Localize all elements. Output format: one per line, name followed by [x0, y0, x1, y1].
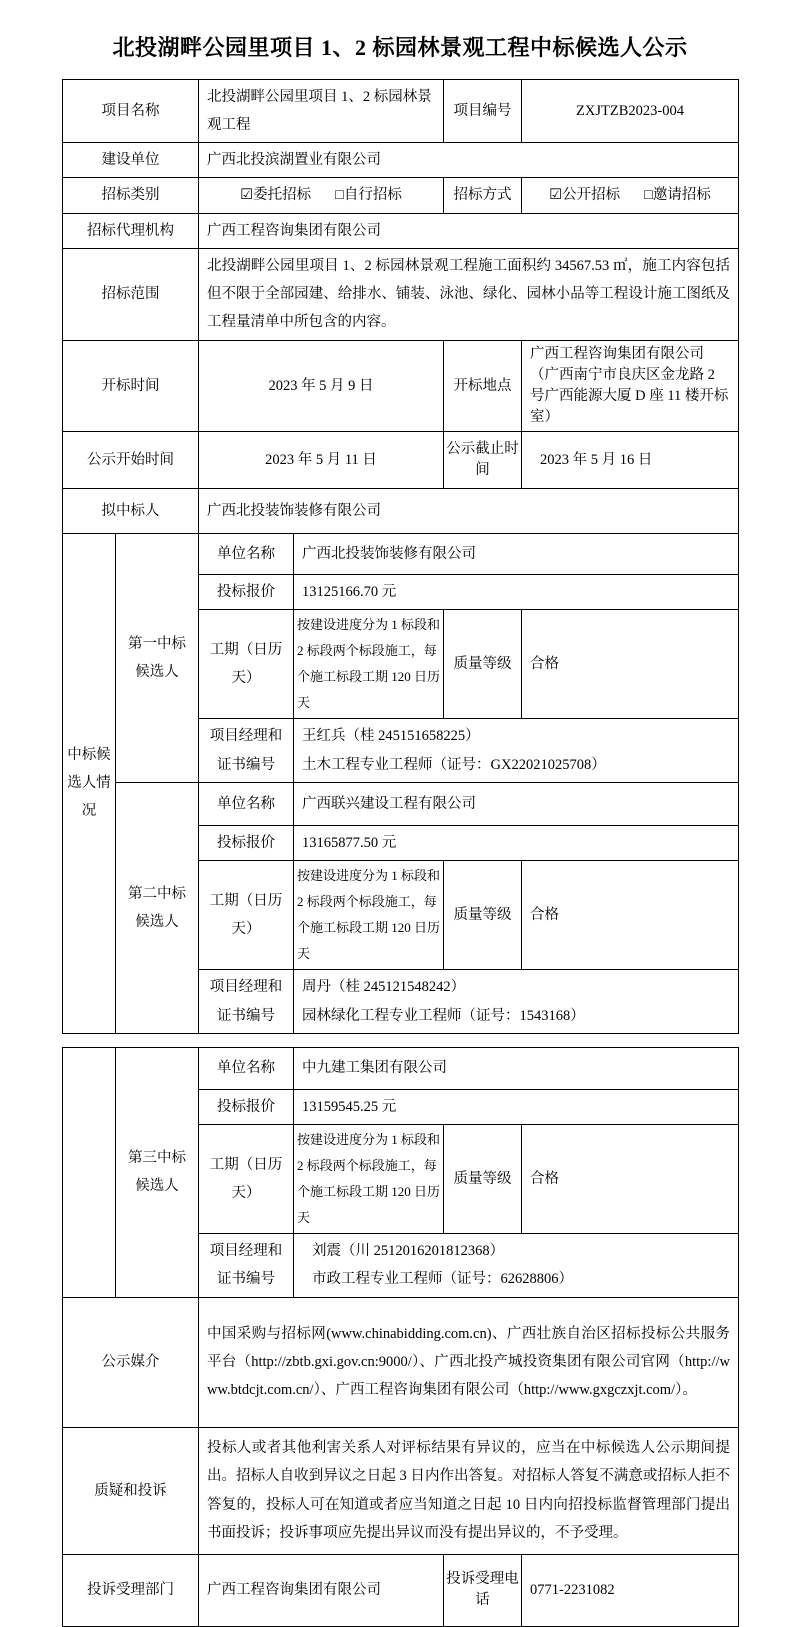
manager-label	[199, 1234, 294, 1298]
bid-price-label: 投标报价	[199, 1089, 294, 1124]
candidate-1-unit-name: 广西北投装饰装修有限公司	[294, 533, 739, 574]
candidate-3-rank-line2: 候选人	[135, 1178, 179, 1195]
duration-label-line2: 天）	[231, 670, 261, 687]
candidate-3-bid-price: 13159545.25 元	[294, 1089, 739, 1124]
table-row	[63, 431, 739, 488]
table-row	[63, 340, 739, 431]
media-value: 中国采购与招标网(www.chinabidding.com.cn)、广西壮族自治区招标投标公共服务平台（http://zbtb.gxi.gov.cn:9000/）、广西北投产城投资集团有限公司官网（http://www.btdcjt.com.cn/）、广西工程咨询集团有限公司（http://www.gxgczxjt.com/）。	[199, 1297, 739, 1427]
candidate-2-manager-cert: 园林绿化工程专业工程师（证号：1543168）	[302, 1007, 585, 1024]
publicity-start-label: 公示开始时间	[63, 431, 199, 488]
table-row	[63, 79, 739, 143]
candidate-2-rank-line1: 第二中标	[128, 885, 186, 902]
candidate-1-manager	[294, 719, 739, 783]
candidate-3-manager	[294, 1234, 739, 1298]
tender-category-label: 招标类别	[63, 178, 199, 213]
announcement-table-continued	[62, 1047, 739, 1627]
tender-category-options	[199, 178, 444, 213]
table-row	[63, 143, 739, 178]
candidate-2-rank-label	[116, 783, 199, 1034]
owner-label: 建设单位	[63, 143, 199, 178]
duration-label-line1: 工期（日历	[209, 893, 283, 910]
objection-label: 质疑和投诉	[63, 1427, 199, 1554]
table-row	[63, 533, 739, 574]
media-label: 公示媒介	[63, 1297, 199, 1427]
table-row	[63, 783, 739, 826]
duration-label	[199, 1125, 294, 1234]
duration-label	[199, 861, 294, 970]
tender-method-options	[522, 178, 739, 213]
bid-opening-place-label: 开标地点	[444, 340, 522, 431]
candidate-1-rank-label	[116, 533, 199, 782]
table-row	[63, 1554, 739, 1626]
candidates-section-label: 中标候选人情况	[63, 533, 116, 1033]
table-row	[63, 213, 739, 248]
project-code-value: ZXJTZB2023-004	[522, 79, 739, 143]
duration-label-line1: 工期（日历	[209, 641, 283, 658]
candidate-2-quality: 合格	[522, 861, 739, 970]
manager-label-line2: 证书编号	[217, 756, 275, 773]
project-name-value: 北投湖畔公园里项目 1、2 标园林景观工程	[199, 79, 444, 143]
agency-value: 广西工程咨询集团有限公司	[199, 213, 739, 248]
complaint-dept-label: 投诉受理部门	[63, 1554, 199, 1626]
unit-name-label: 单位名称	[199, 1047, 294, 1089]
candidate-1-manager-name: 王红兵（桂 245151658225）	[302, 728, 480, 745]
candidate-1-quality: 合格	[522, 610, 739, 719]
publicity-end-label: 公示截止时间	[444, 431, 522, 488]
publicity-end-value: 2023 年 5 月 16 日	[522, 431, 739, 488]
manager-label	[199, 719, 294, 783]
bid-price-label: 投标报价	[199, 826, 294, 861]
complaint-dept-value: 广西工程咨询集团有限公司	[199, 1554, 444, 1626]
bid-price-label: 投标报价	[199, 574, 294, 609]
complaint-phone-value: 0771-2231082	[522, 1554, 739, 1626]
manager-label-line2: 证书编号	[217, 1007, 275, 1024]
table-row	[63, 178, 739, 213]
publicity-start-value: 2023 年 5 月 11 日	[199, 431, 444, 488]
candidate-2-unit-name: 广西联兴建设工程有限公司	[294, 783, 739, 826]
entrusted-tender-checked-option: ☑委托招标	[240, 187, 312, 204]
table-row	[63, 1297, 739, 1427]
manager-label-line1: 项目经理和	[209, 1243, 283, 1260]
candidate-2-duration: 按建设进度分为 1 标段和 2 标段两个标段施工，每个施工标段工期 120 日历天	[294, 861, 444, 970]
table-row	[63, 1047, 739, 1089]
owner-value: 广西北投滨湖置业有限公司	[199, 143, 739, 178]
page-title: 北投湖畔公园里项目 1、2 标园林景观工程中标候选人公示	[112, 35, 688, 60]
bid-opening-time-value: 2023 年 5 月 9 日	[199, 340, 444, 431]
candidate-2-manager	[294, 970, 739, 1034]
project-code-label: 项目编号	[444, 79, 522, 143]
candidate-2-manager-name: 周丹（桂 245121548242）	[302, 979, 466, 996]
duration-label-line2: 天）	[231, 921, 261, 938]
candidate-2-bid-price: 13165877.50 元	[294, 826, 739, 861]
bid-opening-place-value: 广西工程咨询集团有限公司（广西南宁市良庆区金龙路 2 号广西能源大厦 D 座 11 楼开标室）	[522, 340, 739, 431]
proposed-winner-value: 广西北投装饰装修有限公司	[199, 488, 739, 533]
candidate-1-rank-line2: 候选人	[135, 663, 179, 680]
table-row	[63, 248, 739, 340]
manager-label-line1: 项目经理和	[209, 979, 283, 996]
candidate-3-rank-label	[116, 1047, 199, 1297]
duration-label-line2: 天）	[231, 1185, 261, 1202]
self-tender-unchecked-option: □自行招标	[335, 187, 402, 204]
complaint-phone-label: 投诉受理电话	[444, 1554, 522, 1626]
objection-value: 投标人或者其他利害关系人对评标结果有异议的，应当在中标候选人公示期间提出。招标人自收到异议之日起 3 日内作出答复。对招标人答复不满意或招标人拒不答复的，投标人可在知道或者应当知道之日起 10 日内向招投标监督管理部门提出书面投诉；投诉事项应先提出异议而没有提出异议的，不予受理。	[199, 1427, 739, 1554]
invited-tender-unchecked-option: □邀请招标	[644, 187, 711, 204]
table-row	[63, 1427, 739, 1554]
candidate-1-rank-line1: 第一中标	[128, 635, 186, 652]
announcement-table-main	[62, 79, 739, 1034]
project-name-label: 项目名称	[63, 79, 199, 143]
candidate-1-manager-cert: 土木工程专业工程师（证号：GX22021025708）	[302, 756, 606, 773]
scope-label: 招标范围	[63, 248, 199, 340]
quality-label: 质量等级	[444, 610, 522, 719]
manager-label	[199, 970, 294, 1034]
quality-label: 质量等级	[444, 1125, 522, 1234]
duration-label-line1: 工期（日历	[209, 1156, 283, 1173]
candidate-3-rank-line1: 第三中标	[128, 1149, 186, 1166]
unit-name-label: 单位名称	[199, 783, 294, 826]
scope-value: 北投湖畔公园里项目 1、2 标园林景观工程施工面积约 34567.53 ㎡，施工内容包括但不限于全部园建、给排水、铺装、泳池、绿化、园林小品等工程设计施工图纸及工程量清单中所包含的内容。	[199, 248, 739, 340]
candidate-3-manager-cert: 市政工程专业工程师（证号：62628806）	[312, 1271, 573, 1288]
candidate-3-manager-name: 刘震（川 2512016201812368）	[312, 1243, 505, 1260]
duration-label	[199, 610, 294, 719]
candidate-1-bid-price: 13125166.70 元	[294, 574, 739, 609]
table-row	[63, 488, 739, 533]
quality-label: 质量等级	[444, 861, 522, 970]
unit-name-label: 单位名称	[199, 533, 294, 574]
agency-label: 招标代理机构	[63, 213, 199, 248]
candidate-3-duration: 按建设进度分为 1 标段和 2 标段两个标段施工，每个施工标段工期 120 日历天	[294, 1125, 444, 1234]
open-tender-checked-option: ☑公开招标	[549, 187, 621, 204]
manager-label-line1: 项目经理和	[209, 728, 283, 745]
candidate-3-quality: 合格	[522, 1125, 739, 1234]
candidate-3-unit-name: 中九建工集团有限公司	[294, 1047, 739, 1089]
bid-opening-time-label: 开标时间	[63, 340, 199, 431]
empty-cell	[63, 1047, 116, 1297]
candidate-2-rank-line2: 候选人	[135, 913, 179, 930]
candidate-1-duration: 按建设进度分为 1 标段和 2 标段两个标段施工，每个施工标段工期 120 日历天	[294, 610, 444, 719]
manager-label-line2: 证书编号	[217, 1271, 275, 1288]
proposed-winner-label: 拟中标人	[63, 488, 199, 533]
tender-method-label: 招标方式	[444, 178, 522, 213]
